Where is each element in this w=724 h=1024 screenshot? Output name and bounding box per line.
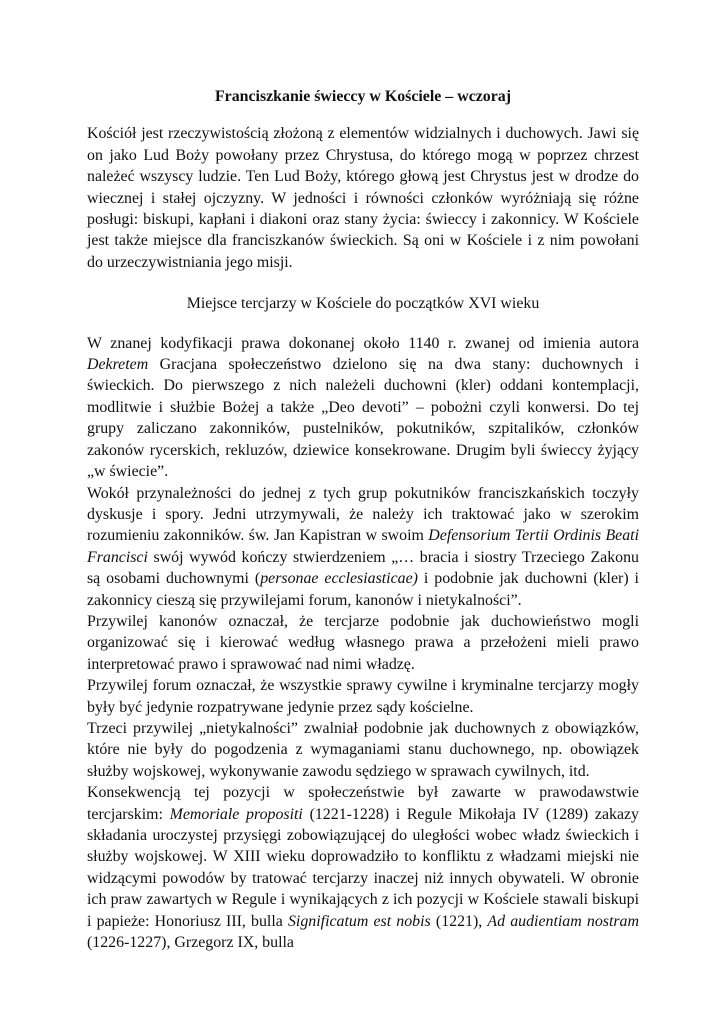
paragraph-2 bbox=[87, 483, 639, 611]
intro-paragraph: Kościół jest rzeczywistością złożoną z elementów widzialnych i duchowych. Jawi się on jako Lud Boży powołany przez Chrystusa, do którego mogą w poprzez chrzest należeć wszyscy ludzie. Ten Lud Boży, którego głową jest Chrystus jest w drodze do wiecznej i stałej ojczyzny. W jedności i równości członków wyróżniają się różne posługi: biskupi, kapłani i diakoni oraz stany życia: świeccy i zakonnicy. W Kościele jest także miejsce dla franciszkanów świeckich. Są oni w Kościele i z nim powołani do urzeczywistniania jego misji. bbox=[87, 125, 639, 271]
p6-text-c: (1221-1228) i Regule Mikołaja IV (1289) zakazy składania uroczystej przysięgi zobowiązującej do uległości wobec władz świeckich i służby wojskowej. W XIII wieku doprowadziło to konfliktu z władzami miejski nie widzącymi powodów by tratować tercjarzy inaczej niż innych obywateli. W obronie ich praw zawartych w Regule i wynikających z ich pozycji w Kościele stawali biskupi i papieże: Honoriusz III, bulla bbox=[87, 805, 640, 930]
p6-text-a: Konsekwencją tej pozycji w społeczeństwie był zawarte w prawodawstwie tercjarskim: bbox=[87, 784, 639, 823]
document-page bbox=[87, 86, 639, 953]
p2-text-e: i podobnie jak duchowni (kler) i zakonnicy cieszą się przywilejami forum, kanonów i nietykalności”. bbox=[87, 570, 639, 609]
p1-text-c: Gracjana społeczeństwo dzielono się na dwa stany: duchownych i świeckich. Do pierwszego z nich należeli duchowni (kler) oddani kontemplacji, modlitwie i służbie Bożej a także „Deo devoti” – pobożni czyli konwersi. Do tej grupy zaliczano zakonników, pustelników, pokutników, szpitalików, członków zakonów rycerskich, rekluzów, dziewice konsekrowane. Drugim byli świeccy żyjący „w świecie”. bbox=[87, 356, 639, 481]
p6-text-g: (1226-1227), Grzegorz IX, bulla bbox=[87, 934, 294, 952]
paragraph-5: Trzeci przywilej „nietykalności” zwalniał podobnie jak duchownych z obowiązków, które nie były do pogodzenia z wymaganiami stanu duchownego, np. obowiązek służby wojskowej, wykonywanie zawodu sędziego w sprawach cywilnych, itd. bbox=[87, 719, 639, 780]
section-heading: Miejsce tercjarzy w Kościele do początków XVI wieku bbox=[186, 295, 540, 313]
paragraph-4: Przywilej forum oznaczał, że wszystkie sprawy cywilne i kryminalne tercjarzy mogły były być jedynie rozpatrywane jedynie przez sądy kościelne. bbox=[87, 677, 639, 716]
p6-text-e: (1221), bbox=[430, 912, 488, 930]
p6-italic-b: Memoriale propositi bbox=[169, 805, 303, 823]
p6-italic-f: Ad audientiam nostram bbox=[487, 912, 639, 930]
p2-italic-b: Defensorium Tertii Ordinis Beati Francisci bbox=[87, 527, 639, 566]
paragraph-1 bbox=[87, 333, 639, 483]
document-title: Franciszkanie świeccy w Kościele – wczoraj bbox=[214, 88, 512, 105]
p1-text-a: W znanej kodyfikacji prawa dokonanej około 1140 r. zwanej od imienia autora bbox=[87, 334, 639, 352]
paragraph-3: Przywilej kanonów oznaczał, że tercjarze podobnie jak duchowieństwo mogli organizować się i kierować według własnego prawa a przełożeni mieli prawo interpretować prawo i sprawować nad nimi władzę. bbox=[87, 612, 639, 673]
p2-text-c: swój wywód kończy stwierdzeniem „… bracia i siostry Trzeciego Zakonu są osobami duchownymi ( bbox=[87, 548, 639, 588]
paragraph-6 bbox=[87, 782, 639, 953]
p1-italic-b: Dekretem bbox=[87, 356, 149, 374]
p2-text-a: Wokół przynależności do jednej z tych grup pokutników franciszkańskich toczyły dyskusje i spory. Jedni utrzymywali, że należy ich traktować jako w szerokim rozumieniu zakonników. św. Jan Kapistran w swoim bbox=[87, 484, 639, 545]
p2-italic-d: personae ecclesiasticae) bbox=[260, 570, 418, 588]
p6-italic-d: Significatum est nobis bbox=[287, 912, 431, 930]
